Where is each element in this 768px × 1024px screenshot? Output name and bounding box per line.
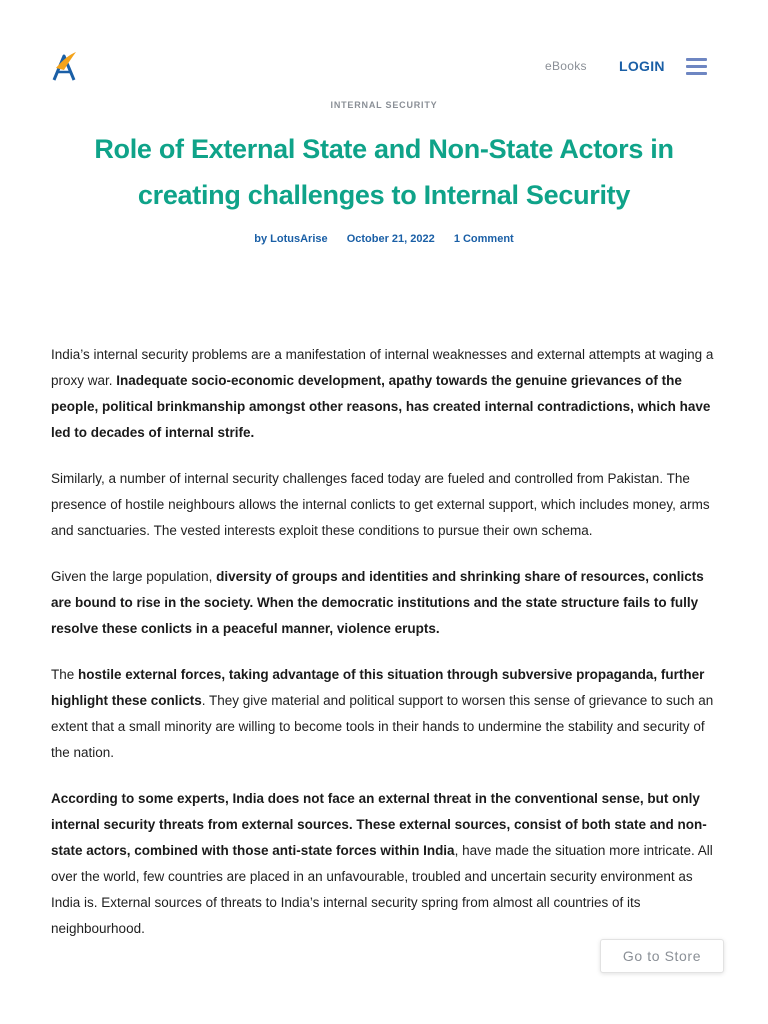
paragraph — [51, 466, 721, 544]
menu-bar — [686, 65, 707, 68]
paragraph — [51, 342, 721, 446]
site-header — [0, 0, 768, 100]
menu-bar — [686, 72, 707, 75]
text-run-bold: Inadequate socio-economic development, apathy towards the genuine grievances of the people, political brinkmanship amongst other reasons, has created internal contradictions, which have led to decades of internal strife. — [51, 373, 711, 440]
lotusarise-logo-icon[interactable] — [50, 50, 78, 84]
go-to-store-button[interactable]: Go to Store — [600, 939, 724, 973]
text-run: Similarly, a number of internal security challenges faced today are fueled and controlled from Pakistan. The presence of hostile neighbours allows the internal conlicts to get external support, which includes money, arms and sanctuaries. The vested interests exploit these conditions to pursue their own schema. — [51, 471, 710, 538]
text-run: India’s internal security problems are a manifestation of internal weaknesses and external attempts at waging a proxy war. — [51, 347, 714, 388]
menu-bar — [686, 58, 707, 61]
text-run-bold: hostile external forces, taking advantage of this situation through subversive propaganda, further highlight these conlicts — [51, 667, 705, 708]
hamburger-menu-icon[interactable] — [686, 58, 707, 75]
paragraph — [51, 662, 721, 766]
date-link[interactable]: October 21, 2022 — [346, 233, 435, 245]
comments-link[interactable]: 1 Comment — [453, 233, 514, 245]
paragraph — [51, 564, 721, 642]
nav-ebooks-link[interactable]: eBooks — [545, 59, 587, 73]
text-run-bold: According to some experts, India does not face an external threat in the conventional sense, but only internal security threats from external sources. These external sources, consist of both state and non-state actors, combined with those anti-state forces within India — [51, 791, 707, 858]
category-link[interactable]: INTERNAL SECURITY — [330, 100, 438, 110]
text-run: The — [51, 667, 79, 682]
paragraph — [51, 786, 721, 942]
nav-login-link[interactable]: LOGIN — [619, 58, 665, 74]
article-meta — [0, 233, 768, 245]
text-run: . They give material and political support to worsen this sense of grievance to such an extent that a small minority are willing to become tools in their hands to undermine the stability and security of the nation. — [51, 693, 714, 760]
text-run: Given the large population, — [51, 569, 217, 584]
text-run-bold: diversity of groups and identities and shrinking share of resources, conlicts are bound to rise in the society. When the democratic institutions and the state structure fails to fully resolve these conlicts in a peaceful manner, violence erupts. — [51, 569, 704, 636]
author-link[interactable]: by LotusArise — [254, 233, 328, 245]
article-title: Role of External State and Non-State Actors in creating challenges to Internal Security — [94, 134, 674, 210]
article-body — [51, 342, 721, 962]
text-run: , have made the situation more intricate. All over the world, few countries are placed in an unfavourable, troubled and uncertain security environment as India is. External sources of threats to India’s internal security spring from almost all countries of its neighbourhood. — [51, 843, 713, 936]
